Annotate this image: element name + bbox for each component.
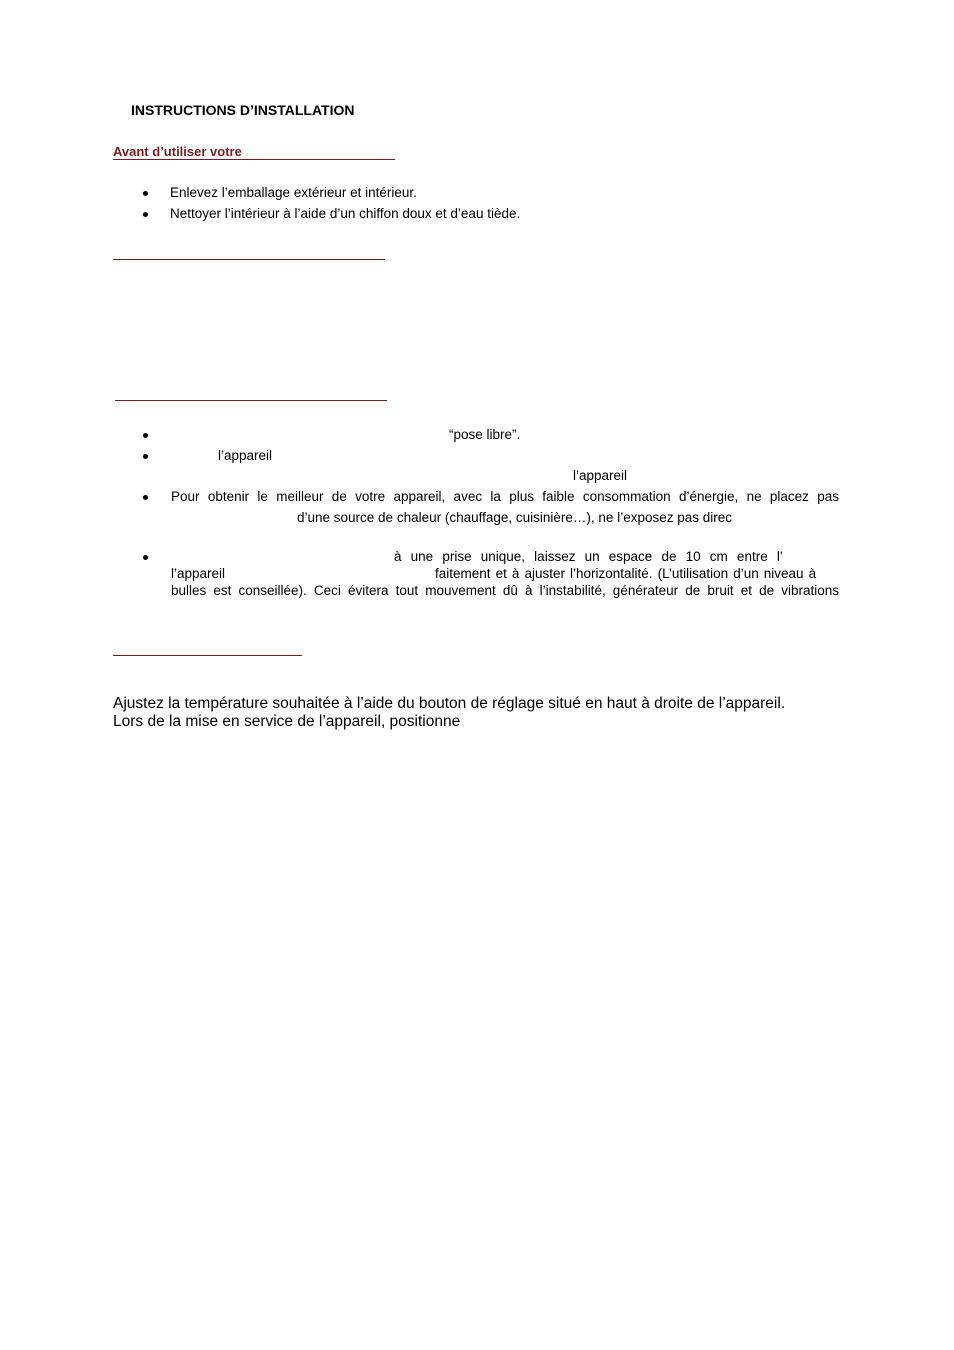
paragraph-line: Lors de la mise en service de l’appareil, positionne <box>113 713 461 730</box>
section-heading-underline <box>113 259 385 260</box>
section-heading-underline <box>113 655 302 656</box>
section-heading-before-use: Avant d’utiliser votre <box>113 144 242 159</box>
list-item-text: faitement et à ajuster l’horizontalité. (L’utilisation d’un niveau à <box>435 566 817 581</box>
list-item-text: “pose libre”. <box>449 427 521 442</box>
bullet-icon <box>143 212 148 217</box>
paragraph-line: Ajustez la température souhaitée à l’aide du bouton de réglage situé en haut à droite de l’appareil. <box>113 695 786 712</box>
section-heading-underline <box>115 400 387 401</box>
list-item-text: à une prise unique, laissez un espace de 10 cm entre l’ <box>394 549 783 564</box>
list-item: Enlevez l’emballage extérieur et intérieur. <box>170 185 417 200</box>
list-item-text: l’appareil <box>171 566 226 581</box>
list-item-text: l’appareil <box>573 468 628 483</box>
list-item-text: d’une source de chaleur (chauffage, cuisinière…), ne l’exposez pas direc <box>297 510 732 525</box>
bullet-icon <box>143 433 148 438</box>
bullet-icon <box>143 191 148 196</box>
list-item-text: Pour obtenir le meilleur de votre appareil, avec la plus faible consommation d’énergie, ne placez pas <box>171 489 839 504</box>
bullet-icon <box>143 555 148 560</box>
list-item-text: l’appareil <box>218 448 273 463</box>
list-item-text: bulles est conseillée). Ceci évitera tout mouvement dû à l’instabilité, générateur de bruit et de vibrations <box>171 583 839 598</box>
bullet-icon <box>143 454 148 459</box>
bullet-icon <box>143 495 148 500</box>
section-heading-underline <box>113 159 395 160</box>
page-title: INSTRUCTIONS D’INSTALLATION <box>131 102 355 118</box>
list-item: Nettoyer l’intérieur à l’aide d’un chiffon doux et d’eau tiède. <box>170 206 521 221</box>
